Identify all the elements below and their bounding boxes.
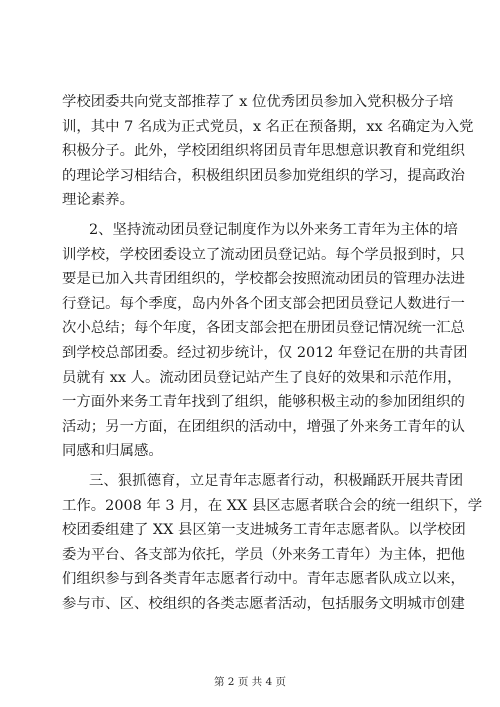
paragraph [62, 90, 474, 213]
paragraph [62, 218, 468, 464]
text-line: 员就有 xx 人。流动团员登记站产生了良好的效果和示范作用， [62, 369, 462, 386]
page-footer: 第 2 页 共 4 页 [213, 676, 287, 688]
text-line: 到学校总部团委。经过初步统计，仅 2012 年登记在册的共青团 [62, 344, 468, 361]
text-line: 委为平台、各支部为依托，学员（外来务工青年）为主体，把他 [62, 546, 465, 563]
text-line: 一方面外来务工青年找到了组织，能够积极主动的参加团组织的 [62, 394, 465, 411]
text-line: 要是已加入共青团组织的，学校都会按照流动团员的管理办法进 [62, 271, 465, 288]
text-line: 三、狠抓德育，立足青年志愿者行动，积极踊跃开展共青团 [89, 472, 464, 489]
text-line: 校团委组建了 XX 县区第一支进城务工青年志愿者队。以学校团 [62, 522, 466, 539]
text-line: 同感和归属感。 [62, 443, 163, 460]
text-line: 学校团委共向党支部推荐了 x 位优秀团员参加入党积极分子培 [62, 94, 454, 110]
body-text [62, 90, 483, 616]
paragraph [62, 469, 483, 617]
text-line: 们组织参与到各类青年志愿者行动中。青年志愿者队成立以来， [62, 571, 465, 588]
text-line: 2、坚持流动团员登记制度作为以外来务工青年为主体的培 [89, 221, 458, 238]
text-line: 次小总结；每个年度，各团支部会把在册团员登记情况统一汇总 [62, 320, 465, 337]
text-line: 行登记。每个季度，岛内外各个团支部会把团员登记人数进行一 [62, 295, 465, 312]
text-line: 理论素养。 [62, 192, 134, 209]
text-line: 的理论学习相结合，积极组织团员参加党组织的学习，提高政治 [62, 167, 465, 184]
text-line: 工作。2008 年 3 月，在 XX 县区志愿者联合会的统一组织下，学 [62, 497, 483, 514]
text-line: 活动；另一方面，在团组织的活动中，增强了外来务工青年的认 [62, 418, 465, 435]
text-line: 训，其中 7 名成为正式党员，x 名正在预备期，xx 名确定为入党 [62, 118, 474, 135]
text-line: 积极分子。此外，学校团组织将团员青年思想意识教育和党组织 [62, 143, 465, 160]
text-line: 参与市、区、校组织的各类志愿者活动，包括服务文明城市创建 [62, 595, 465, 612]
text-line: 训学校，学校团委设立了流动团员登记站。每个学员报到时，只 [62, 246, 465, 263]
